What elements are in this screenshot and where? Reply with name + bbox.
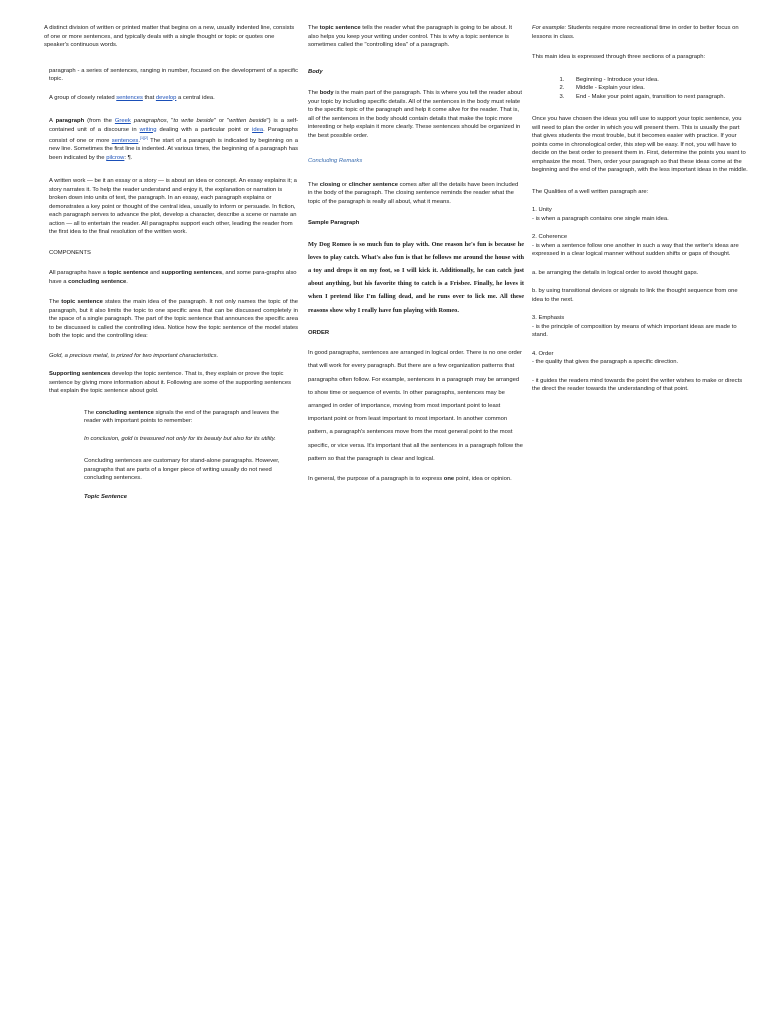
topic-sentence-heading: Topic Sentence [84,493,127,500]
coherence-title: 2. Coherence [532,234,568,240]
definition-paragraph-1: paragraph - a series of sentences, ranging in number, focused on the development of a specific topic. [49,67,298,82]
column-2 [308,24,524,484]
concluding-sentence-paragraph: The concluding sentence signals the end of the paragraph and leaves the reader with important points to remember: [84,409,279,425]
concluding-note: Concluding sentences are customary for stand-alone paragraphs. However, paragraphs that are parts of a longer piece of writing usually do not need concluding sentences. [84,458,280,482]
general-purpose-paragraph: In general, the purpose of a paragraph is to express one point, idea or opinion. [308,476,512,483]
order-explanation-paragraph: Once you have chosen the ideas you will use to support your topic sentence, you will need to plan the order in which you will present them. This is usually the part that gives students the most trouble, but it becomes easier with practice. If your points come in chronological order, this step will be easy. If not, you will have to decide on the best order to present them in. First, determine the points you want to emphasize the most. Then, order your paragraph so that these ideas come at the beginning and the end of the paragraph, with the less important ideas in the middle. [532,116,748,173]
body-paragraph: The body is the main part of the paragraph. This is where you tell the reader about your topic by including specific details. All of the sentences in the body must relate to the specific topic of the paragraph and help it come alive for the reader. That is, all of the sentences in the body should contain details that make the topic more interesting or help explain it more clearly. These sentences should be organized in the best possible order. [308,90,522,139]
topic-sentence-description: The topic sentence tells the reader what the paragraph is going to be about. It also helps you keep your writing under control. This is why a topic sentence is sometimes called the "controlling idea" of a paragraph. [308,25,513,48]
gold-example: Gold, a precious metal, is prized for two important characteristics. [49,352,219,359]
idea-link[interactable]: idea [252,126,264,133]
list-item: 1. Beginning - Introduce your idea. [566,76,748,85]
definition-paragraph-4: A written work — be it an essay or a story — is about an idea or concept. An essay explains it; a story narrates it. To help the reader understand and enjoy it, the explanation or narration is broken down into units of text, the paragraph. In an essay, each paragraph explains or demonstrates a key point or thought of the central idea, usually to inform or persuade. In fiction, each paragraph serves to advance the plot, develop a character, describe a scene or narrate an action — all to entertain the reader. All paragraphs support each other, leading the reader from the first idea to the final resolution of the written work. [49,178,297,236]
unity-description: - is when a paragraph contains one single main idea. [532,215,669,222]
list-item: 3. End - Make your point again, transition to next paragraph. [566,93,748,102]
list-item: 2. Middle - Explain your idea. [566,84,748,93]
sentences-link-2[interactable]: sentences [111,137,139,144]
order-title: 4. Order [532,350,554,357]
components-paragraph: All paragraphs have a topic sentence and supporting sentences, and some para-graphs also have a concluding sentence. [49,270,297,285]
citation-superscript[interactable]: [1][2] [139,136,148,140]
main-idea-paragraph: This main idea is expressed through three sections of a paragraph: [532,54,706,60]
coherence-point-a: a. be arranging the details in logical order to avoid thought gaps. [532,269,699,276]
coherence-description: - is when a sentence follow one another in such a way that the writer's ideas are expressed in a clear logical manner without sudden shifts or gaps of thought. [532,242,739,257]
column-3 [532,24,748,394]
sample-paragraph-heading: Sample Paragraph [308,220,360,226]
topic-sentence-paragraph: The topic sentence states the main idea of the paragraph. It not only names the topic of the paragraph, but it also limits the topic to one specific area that can be discussed completely in the space of a single paragraph. The part of the topic sentence that announces the specific area to be discussed is called the controlling idea. Notice how the topic sentence of the model states both the topic and the controlling idea: [49,299,298,340]
paragraph-term: paragraph [55,118,85,124]
sample-paragraph-text: My Dog Romeo is so much fun to play with. One reason he's fun is because he loves to play catch. What's also fun is that he follows me around the house with a toy and drops it on my foot, so I will kick it. Additionally, he can catch just about anything, but his favorite thing to catch is a Frisbee. Finally, he loves it when I pretend like I'm falling dead, and he runs over to lick me. All these reasons show why I really have fun playing with Romeo. [308,240,524,314]
components-heading: COMPONENTS [49,249,91,256]
conclusion-example: In conclusion, gold is treasured not only for its beauty but also for its utility. [84,435,276,442]
example-paragraph: For example: Students require more recreational time in order to better focus on lessons in class. [532,25,739,40]
supporting-sentences-paragraph: Supporting sentences develop the topic sentence. That is, they explain or prove the topic sentence by giving more information about it. Following are some of the supporting sentences that explain the topic sentence about gold. [49,371,292,395]
develop-link[interactable]: develop [155,94,177,101]
emphasis-description: - is the principle of composition by means of which important ideas are made to stand. [532,323,737,338]
emphasis-title: 3. Emphasis [532,315,565,321]
sentences-link[interactable]: sentences [116,94,143,101]
column-1 [44,24,298,501]
order-heading: ORDER [308,329,330,336]
definition-paragraph-3: A paragraph (from the Greek paragraphos, "to write beside" or "written beside") is a self-contained unit of a discourse in writing dealing with a particular point or idea. Paragraphs consist of one or more sentences.[1][2] The start of a paragraph is indicated by beginning on a new line. Sometimes the first line is indented. At various times, the beginning of a paragraph has been indicated by the pilcrow: ¶. [49,118,299,161]
greek-link[interactable]: Greek [114,118,131,124]
order-description: - the quality that gives the paragraph a specific direction. [532,359,679,365]
qualities-heading: The Qualities of a well written paragraph are: [532,188,649,195]
writing-link[interactable]: writing [139,126,157,133]
order-description-2: - it guides the readers mind towards the point the writer wishes to make or directs the direct the reader towards the understanding of that point. [532,377,743,392]
intro-paragraph: A distinct division of written or printed matter that begins on a new, usually indented line, consists of one or more sentences, and typically deals with a single thought or topic or quotes one speaker's continuous words. [44,25,295,48]
definition-paragraph-2: A group of closely related sentences that develop a central idea. [49,94,215,101]
closing-sentence-paragraph: The closing or clincher sentence comes after all the details have been included in the body of the paragraph. The closing sentence reminds the reader what the topic of the paragraph is really all about, what it means. [308,181,519,205]
body-heading: Body [308,68,323,75]
order-paragraph: In good paragraphs, sentences are arranged in logical order. There is no one order that will work for every paragraph. But there are a few organization patterns that paragraphs often follow. For example, sentences in a paragraph may be arranged to show time or sequence of events. In other paragraphs, sentences may be arranged in order of importance, moving from most important point to least important point or from least important to most important. In another common pattern, a paragraph's sentences move from the most general point to the most specific, or vice versa. It's important that all the sentences in a paragraph follow the pattern so that the paragraph is clear and logical. [308,350,523,462]
unity-title: 1. Unity [532,207,552,213]
sections-list [532,76,748,102]
pilcrow-link[interactable]: pilcrow [106,154,125,161]
coherence-point-b: b. by using transitional devices or signals to link the thought sequence from one idea to the next. [532,288,738,303]
concluding-remarks-heading: Concluding Remarks [308,158,363,164]
